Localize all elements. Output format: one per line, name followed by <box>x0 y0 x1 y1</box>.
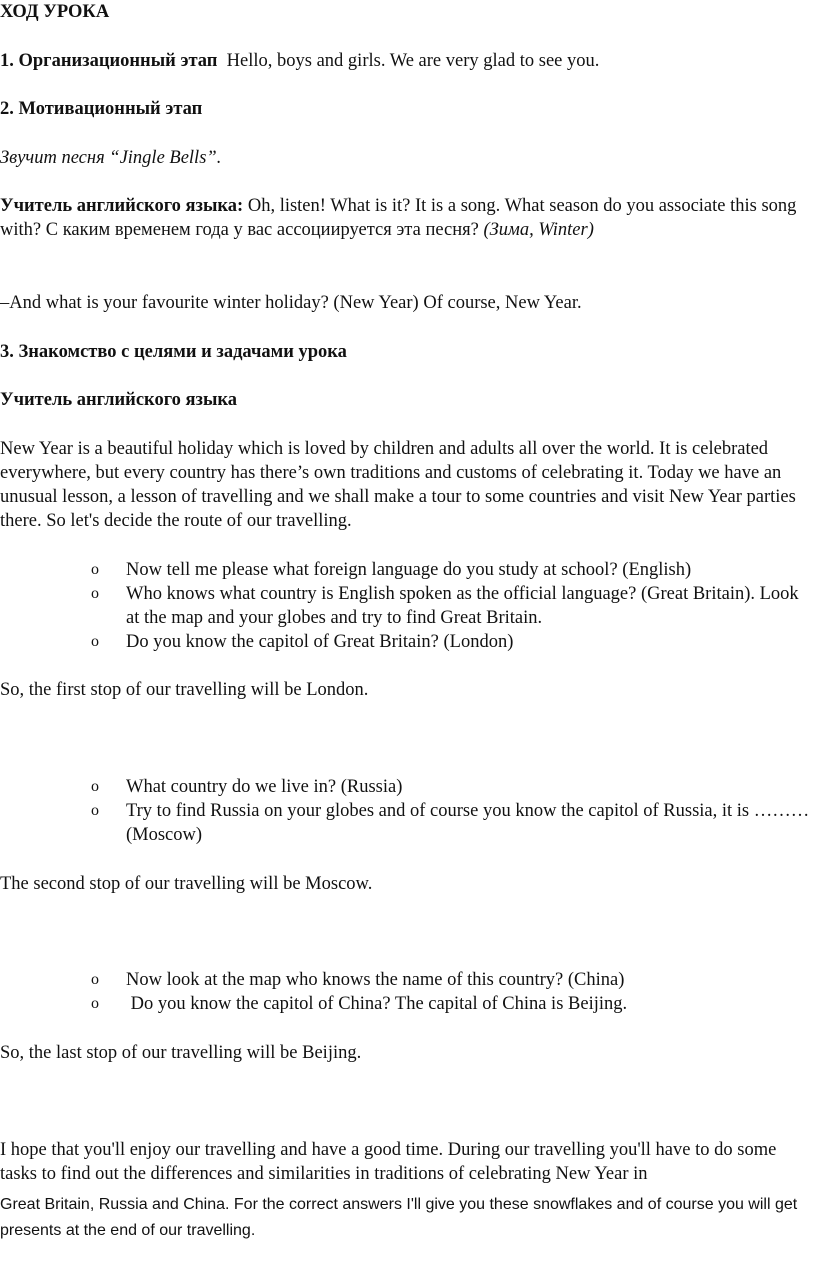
bullet-marker: o <box>91 633 99 650</box>
stage1-text: Hello, boys and girls. We are very glad to see you. <box>226 51 600 71</box>
bullet-marker: o <box>91 995 99 1012</box>
song-line: Звучит песня “Jingle Bells”. <box>0 148 222 168</box>
stage3-heading: 3. Знакомство с целями и задачами урока <box>0 342 347 362</box>
list-item: o Do you know the capitol of Great Britain? (London) <box>91 632 514 652</box>
stage1-paragraph <box>0 49 812 73</box>
list-item: o Try to find Russia on your globes and of course you know the capitol of Russia, it is ………(Moscow) <box>91 801 810 845</box>
intro-paragraph: New Year is a beautiful holiday which is loved by children and adults all over the world. It is celebrated everywhere, but every country has there’s own traditions and customs of celebrating it. Today we have an unusual lesson, a lesson of travelling and we shall make a tour to some countries and visit New Year parties there. So let's decide the route of our travelling. <box>0 439 796 531</box>
stage3-teacher-label: Учитель английского языка <box>0 390 238 410</box>
list-item: o Now tell me please what foreign language do you study at school? (English) <box>91 560 692 580</box>
second-stop-line: The second stop of our travelling will be Moscow. <box>0 874 373 894</box>
bullet-marker: o <box>91 561 99 578</box>
teacher-question-paragraph <box>0 194 812 242</box>
bullet-marker: o <box>91 585 99 602</box>
list-item: o Who knows what country is English spoken as the official language? (Great Britain). Look at the map and your globes and try to find Great Britain. <box>91 584 799 628</box>
list-item: o Now look at the map who knows the name of this country? (China) <box>91 970 625 990</box>
question-list-russia <box>0 775 812 847</box>
bullet-marker: o <box>91 778 99 795</box>
season-answer: (Зима, Winter) <box>483 220 594 240</box>
holiday-question: –And what is your favourite winter holiday? (New Year) Of course, New Year. <box>0 293 582 313</box>
closing-paragraph-serif: I hope that you'll enjoy our travelling and have a good time. During our travelling you'll have to do some tasks to find out the differences and similarities in traditions of celebrating New Year in <box>0 1140 777 1184</box>
stage2-heading: 2. Мотивационный этап <box>0 99 203 119</box>
bullet-marker: o <box>91 971 99 988</box>
last-stop-line: So, the last stop of our travelling will be Beijing. <box>0 1043 362 1063</box>
list-item: o What country do we live in? (Russia) <box>91 777 403 797</box>
first-stop-line: So, the first stop of our travelling will be London. <box>0 680 369 700</box>
bullet-marker: o <box>91 802 99 819</box>
question-list-china <box>0 968 812 1016</box>
stage1-heading: 1. Организационный этап <box>0 51 218 71</box>
teacher-label: Учитель английского языка: <box>0 196 244 216</box>
page-title: ХОД УРОКА <box>0 2 110 22</box>
teacher-question: Oh, listen! What is it? It is a song. What season do you associate this song with? С каким временем года у вас ассоциируется эта песня? <box>0 196 797 240</box>
list-item: o Do you know the capitol of China? The capital of China is Beijing. <box>91 994 628 1014</box>
closing-paragraph-sans: Great Britain, Russia and China. For the correct answers I'll give you these snowflakes and of course you will get presents at the end of our travelling. <box>0 1196 798 1239</box>
question-list-britain <box>0 558 812 654</box>
